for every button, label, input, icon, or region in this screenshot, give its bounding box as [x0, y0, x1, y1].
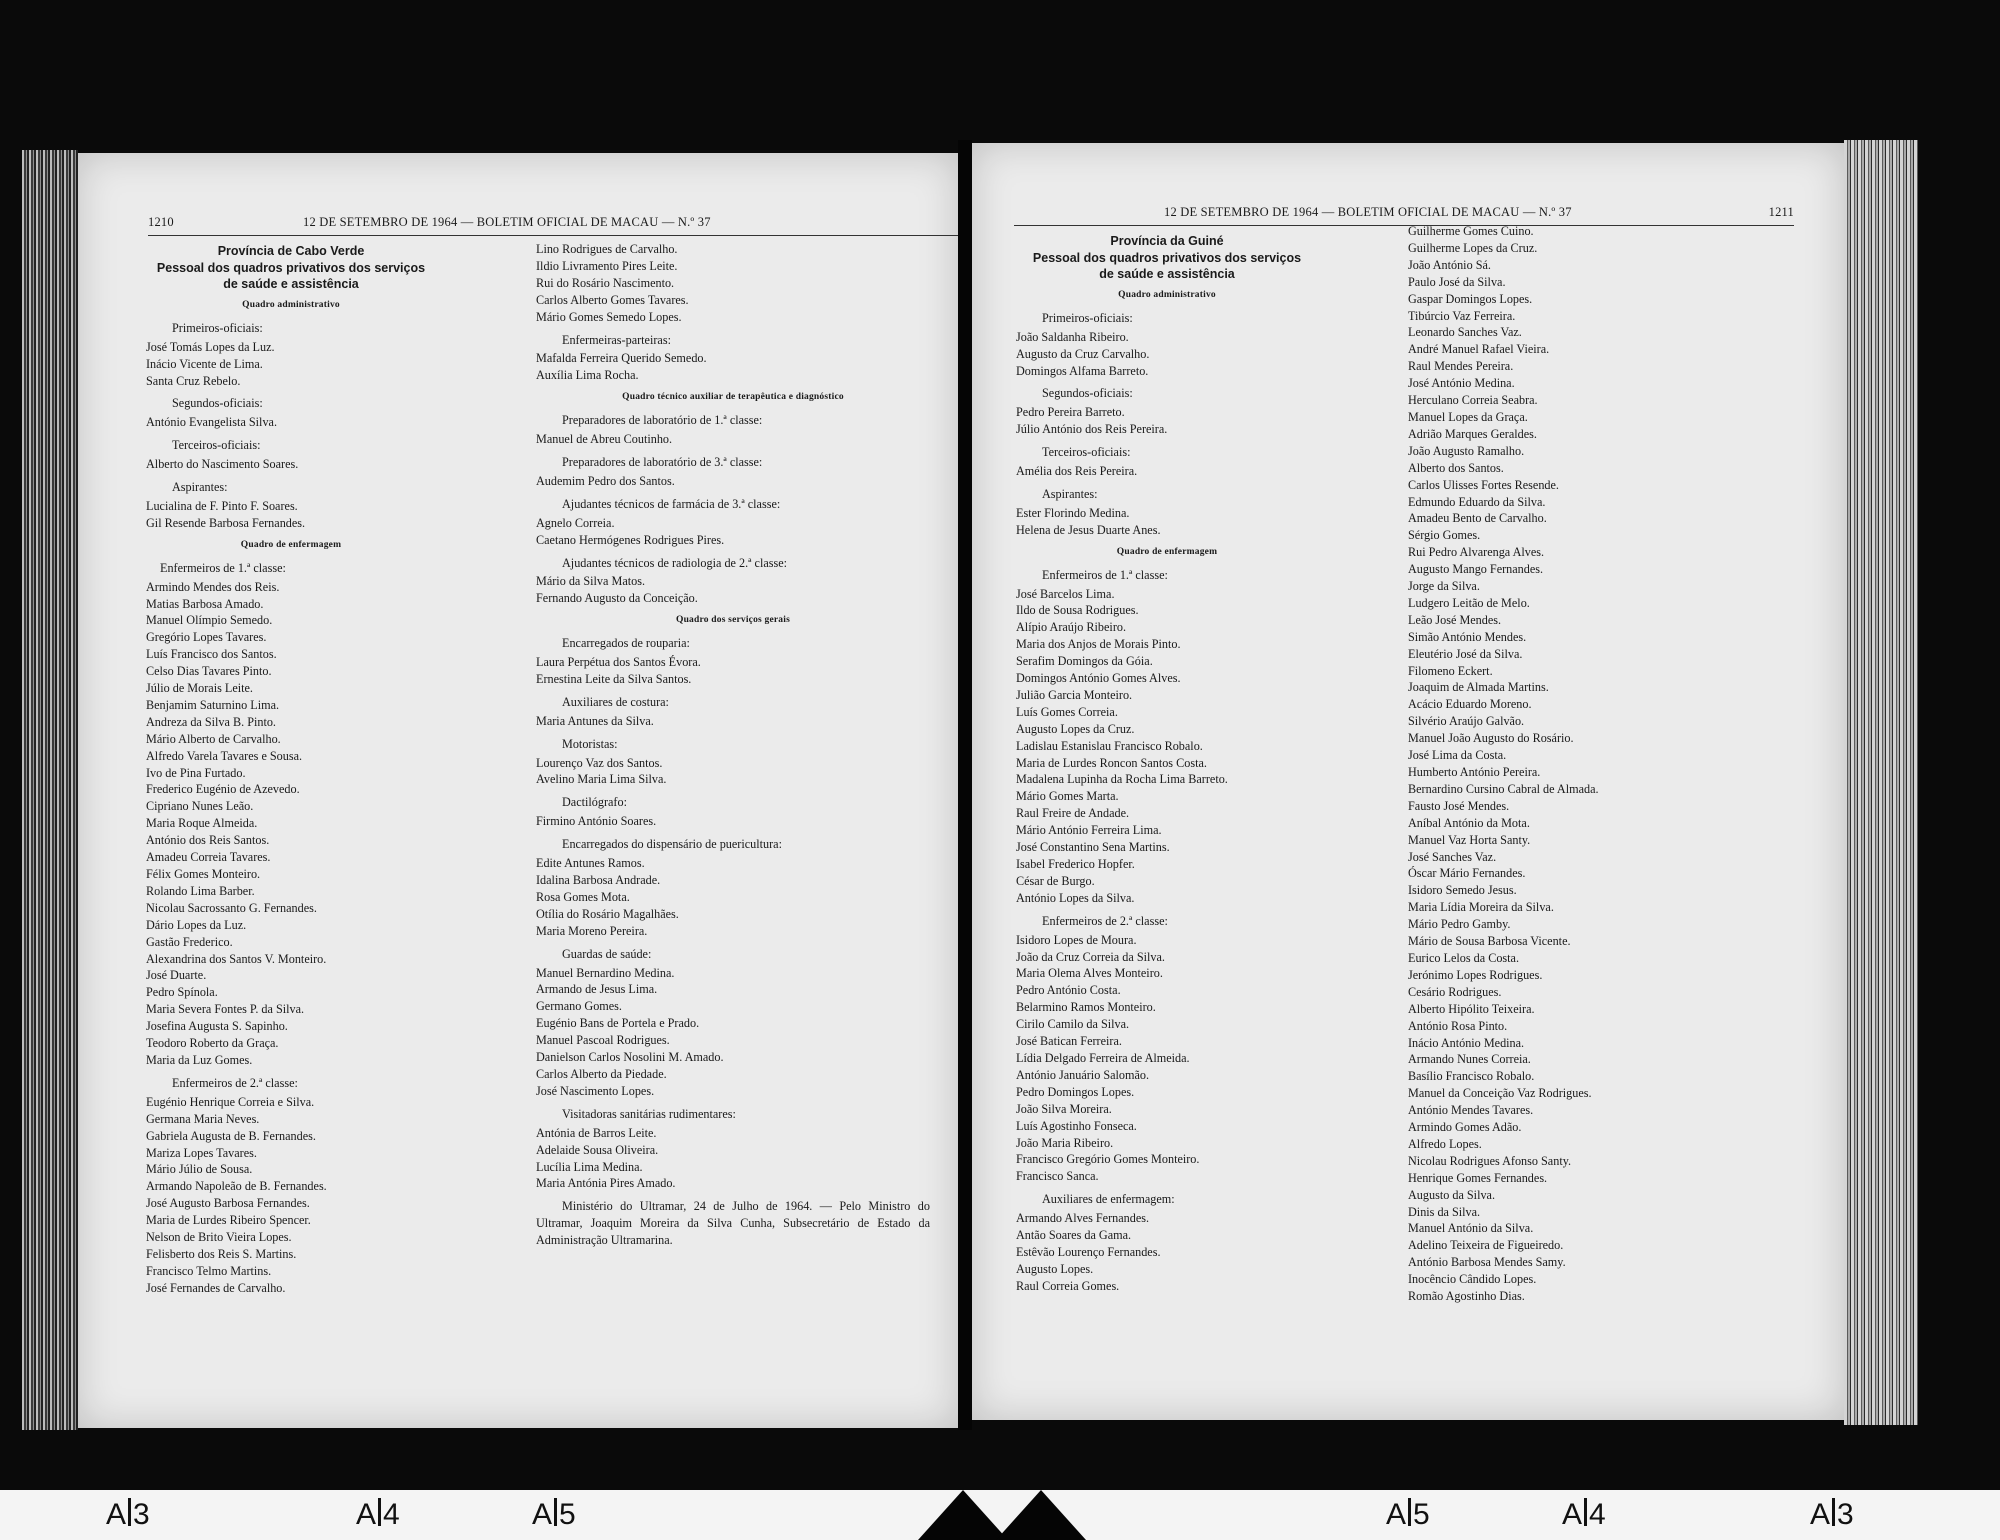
name-entry: Augusto da Cruz Carvalho.	[1016, 346, 1150, 361]
name-entry: Alípio Araújo Ribeiro.	[1016, 620, 1127, 635]
name-entry: Manuel de Abreu Coutinho.	[536, 432, 673, 447]
name-entry: João Silva Moreira.	[1016, 1101, 1112, 1116]
name-entry: Gaspar Domingos Lopes.	[1408, 291, 1533, 306]
name-entry: Lucília Lima Medina.	[536, 1159, 643, 1174]
name-entry: José Lima da Costa.	[1408, 748, 1507, 763]
name-entry: Madalena Lupinha da Rocha Lima Barreto.	[1016, 772, 1228, 787]
film-notch-right	[996, 1490, 1086, 1540]
name-entry: Eugénio Henrique Correia e Silva.	[146, 1094, 315, 1109]
name-entry: Germano Gomes.	[536, 999, 622, 1014]
category-heading: Preparadores de laboratório de 1.ª classe:	[562, 413, 763, 428]
name-entry: Manuel Lopes da Graça.	[1408, 409, 1528, 424]
name-entry: Nelson de Brito Vieira Lopes.	[146, 1230, 292, 1245]
left-column-1	[146, 241, 436, 1297]
name-entry: Silvério Araújo Galvão.	[1408, 714, 1525, 729]
name-entry: Mário da Silva Matos.	[536, 574, 645, 589]
name-entry: Manuel da Conceição Vaz Rodrigues.	[1408, 1086, 1592, 1101]
name-entry: Ildio Livramento Pires Leite.	[536, 258, 678, 273]
name-entry: Raul Freire de Andade.	[1016, 806, 1130, 821]
name-entry: Nicolau Rodrigues Afonso Santy.	[1408, 1153, 1572, 1168]
name-entry: João Saldanha Ribeiro.	[1016, 329, 1129, 344]
name-entry: Lourenço Vaz dos Santos.	[536, 755, 663, 770]
category-heading: Preparadores de laboratório de 3.ª classe:	[562, 454, 763, 469]
name-entry: Maria Antónia Pires Amado.	[536, 1176, 676, 1191]
name-entry: Rolando Lima Barber.	[146, 883, 255, 898]
category-heading: Aspirantes:	[172, 480, 228, 495]
name-entry: Isidoro Semedo Jesus.	[1408, 883, 1517, 898]
name-entry: Ivo de Pina Furtado.	[146, 765, 246, 780]
name-entry: Herculano Correia Seabra.	[1408, 393, 1538, 408]
name-entry: Audemim Pedro dos Santos.	[536, 473, 675, 488]
film-mark: A 5	[532, 1498, 576, 1531]
name-entry: Maria Severa Fontes P. da Silva.	[146, 1002, 305, 1017]
name-entry: Manuel Pascoal Rodrigues.	[536, 1033, 670, 1048]
name-entry: Alfredo Varela Tavares e Sousa.	[146, 748, 303, 763]
left-page-edge	[22, 150, 78, 1430]
name-entry: Antão Soares da Gama.	[1016, 1228, 1132, 1243]
film-mark: A 5	[1386, 1498, 1430, 1531]
name-entry: Humberto António Pereira.	[1408, 765, 1541, 779]
name-entry: Félix Gomes Monteiro.	[146, 867, 261, 881]
name-entry: Adelaide Sousa Oliveira.	[536, 1142, 659, 1157]
name-entry: José Augusto Barbosa Fernandes.	[146, 1196, 310, 1211]
name-entry: José Barcelos Lima.	[1016, 586, 1115, 601]
name-entry: José Tomás Lopes da Luz.	[146, 339, 275, 354]
name-entry: Caetano Hermógenes Rodrigues Pires.	[536, 532, 725, 547]
name-entry: Andreza da Silva B. Pinto.	[146, 714, 276, 729]
left-column-2	[536, 241, 930, 1249]
name-entry: Rui Pedro Alvarenga Alves.	[1408, 545, 1545, 560]
category-heading: Enfermeiros de 2.ª classe:	[172, 1075, 298, 1090]
name-entry: Óscar Mário Fernandes.	[1408, 866, 1526, 881]
section-title: de saúde e assistência	[223, 276, 359, 291]
category-heading: Ajudantes técnicos de farmácia de 3.ª classe:	[562, 496, 781, 511]
name-entry: Amadeu Bento de Carvalho.	[1408, 511, 1547, 526]
name-entry: Maria da Luz Gomes.	[146, 1052, 253, 1067]
section-title: Pessoal dos quadros privativos dos serviços	[156, 260, 426, 275]
name-entry: António Evangelista Silva.	[146, 415, 277, 430]
name-entry: Maria Moreno Pereira.	[536, 923, 648, 938]
name-entry: Eugénio Bans de Portela e Prado.	[536, 1016, 700, 1031]
name-entry: José Batican Ferreira.	[1016, 1034, 1122, 1049]
name-entry: José Duarte.	[146, 968, 207, 983]
right-page-number: 1211	[1768, 205, 1794, 219]
name-entry: Matias Barbosa Amado.	[146, 596, 264, 611]
name-entry: Serafim Domingos da Góia.	[1016, 654, 1153, 669]
right-page	[972, 143, 1844, 1420]
name-entry: Adrião Marques Geraldes.	[1408, 426, 1537, 441]
name-entry: José Fernandes de Carvalho.	[146, 1280, 286, 1295]
name-entry: Inocêncio Cândido Lopes.	[1408, 1272, 1537, 1287]
name-entry: Avelino Maria Lima Silva.	[536, 772, 667, 787]
name-entry: Nicolau Sacrossanto G. Fernandes.	[146, 900, 317, 915]
name-entry: Rosa Gomes Mota.	[536, 889, 630, 904]
name-entry: Filomeno Eckert.	[1408, 663, 1493, 678]
name-entry: Luís Gomes Correia.	[1016, 704, 1118, 719]
name-entry: Firmino António Soares.	[536, 814, 657, 829]
name-entry: Henrique Gomes Fernandes.	[1408, 1170, 1548, 1185]
name-entry: Pedro Domingos Lopes.	[1016, 1084, 1135, 1099]
name-entry: Mário de Sousa Barbosa Vicente.	[1408, 934, 1571, 949]
province-title: Província da Guiné	[1110, 234, 1224, 248]
name-entry: Auxília Lima Rocha.	[536, 368, 639, 383]
category-heading: Enfermeiros de 1.ª classe:	[160, 560, 286, 575]
name-entry: Maria Antunes da Silva.	[536, 713, 654, 728]
name-entry: Domingos António Gomes Alves.	[1016, 671, 1181, 686]
name-entry: Fernando Augusto da Conceição.	[536, 591, 698, 606]
category-heading: Segundos-oficiais:	[1042, 386, 1133, 401]
category-heading: Terceiros-oficiais:	[1042, 445, 1131, 460]
name-entry: Leonardo Sanches Vaz.	[1408, 325, 1522, 340]
name-entry: Joaquim de Almada Martins.	[1408, 680, 1549, 695]
name-entry: Helena de Jesus Duarte Anes.	[1016, 522, 1161, 537]
name-entry: Alberto dos Santos.	[1408, 460, 1504, 475]
name-entry: Santa Cruz Rebelo.	[146, 373, 241, 388]
name-entry: Gregório Lopes Tavares.	[146, 630, 267, 645]
name-entry: Edite Antunes Ramos.	[536, 856, 645, 871]
name-entry: José Constantino Sena Martins.	[1016, 840, 1170, 855]
name-entry: Mário Alberto de Carvalho.	[146, 731, 281, 746]
name-entry: Simão António Mendes.	[1408, 629, 1527, 644]
name-entry: Teodoro Roberto da Graça.	[146, 1036, 279, 1051]
book-gutter	[958, 140, 972, 1430]
name-entry: Eurico Lelos da Costa.	[1408, 950, 1520, 965]
name-entry: Mário António Ferreira Lima.	[1016, 823, 1162, 838]
name-entry: Júlio António dos Reis Pereira.	[1016, 422, 1168, 437]
name-entry: João da Cruz Correia da Silva.	[1016, 949, 1165, 964]
name-entry: Celso Dias Tavares Pinto.	[146, 664, 272, 679]
name-entry: Ernestina Leite da Silva Santos.	[536, 671, 692, 686]
name-entry: Maria Roque Almeida.	[146, 816, 258, 831]
name-entry: Domingos Alfama Barreto.	[1016, 363, 1149, 378]
name-entry: Armando Napoleão de B. Fernandes.	[146, 1179, 327, 1194]
name-entry: Belarmino Ramos Monteiro.	[1016, 1000, 1156, 1015]
name-entry: Isabel Frederico Hopfer.	[1016, 857, 1135, 871]
category-heading: Terceiros-oficiais:	[172, 438, 261, 453]
name-entry: Manuel Bernardino Medina.	[536, 965, 675, 980]
category-heading: Enfermeiros de 2.ª classe:	[1042, 913, 1168, 928]
name-entry: Maria de Lurdes Ribeiro Spencer.	[146, 1213, 311, 1228]
name-entry: João Maria Ribeiro.	[1016, 1135, 1114, 1150]
category-heading: Aspirantes:	[1042, 486, 1098, 501]
name-entry: Francisco Telmo Martins.	[146, 1263, 272, 1278]
right-page-edge	[1844, 140, 1918, 1425]
quadro-heading: Quadro dos serviços gerais	[675, 615, 790, 626]
name-entry: Manuel António da Silva.	[1408, 1221, 1534, 1236]
name-entry: Mafalda Ferreira Querido Semedo.	[536, 351, 707, 366]
name-entry: Pedro Spínola.	[146, 985, 218, 1000]
left-running-head	[148, 215, 958, 236]
category-heading: Encarregados do dispensário de puericultura:	[562, 837, 782, 852]
name-entry: Germana Maria Neves.	[146, 1111, 260, 1126]
name-entry: Alberto Hipólito Teixeira.	[1408, 1001, 1535, 1016]
name-entry: Mariza Lopes Tavares.	[146, 1145, 257, 1160]
name-entry: Josefina Augusta S. Sapinho.	[146, 1019, 288, 1034]
name-entry: Guilherme Lopes da Cruz.	[1408, 240, 1538, 255]
category-heading: Auxiliares de enfermagem:	[1042, 1192, 1175, 1207]
quadro-heading: Quadro administrativo	[1118, 289, 1216, 300]
name-entry: Leão José Mendes.	[1408, 612, 1502, 627]
name-entry: Gabriela Augusta de B. Fernandes.	[146, 1128, 316, 1143]
category-heading: Guardas de saúde:	[562, 946, 652, 961]
name-entry: Augusto Lopes da Cruz.	[1016, 721, 1135, 736]
name-entry: Armindo Gomes Adão.	[1408, 1120, 1522, 1135]
name-entry: Cesário Rodrigues.	[1408, 984, 1502, 999]
name-entry: Francisco Gregório Gomes Monteiro.	[1016, 1152, 1200, 1167]
name-entry: José Sanches Vaz.	[1408, 849, 1497, 864]
name-entry: Inácio António Medina.	[1408, 1035, 1525, 1050]
right-header-text: 12 DE SETEMBRO DE 1964 — BOLETIM OFICIAL DE MACAU — N.º 37	[1164, 205, 1572, 219]
name-entry: Danielson Carlos Nosolini M. Amado.	[536, 1050, 724, 1065]
name-entry: Mário Gomes Marta.	[1016, 789, 1119, 804]
name-entry: Raul Correia Gomes.	[1016, 1278, 1120, 1293]
name-entry: Augusto Mango Fernandes.	[1408, 562, 1544, 577]
name-entry: Agnelo Correia.	[536, 515, 615, 530]
name-entry: Ladislau Estanislau Francisco Robalo.	[1016, 738, 1203, 753]
name-entry: Pedro Pereira Barreto.	[1016, 405, 1125, 420]
name-entry: Amélia dos Reis Pereira.	[1016, 464, 1138, 479]
section-title: de saúde e assistência	[1099, 266, 1235, 281]
name-entry: Armindo Mendes dos Reis.	[146, 579, 280, 594]
section-title: Pessoal dos quadros privativos dos serviços	[1032, 250, 1302, 265]
film-mark: A 3	[1810, 1498, 1854, 1531]
province-title: Província de Cabo Verde	[217, 244, 365, 258]
film-mark: A 3	[106, 1498, 150, 1531]
category-heading: Primeiros-oficiais:	[1042, 310, 1133, 325]
film-mark: A 4	[356, 1498, 400, 1531]
name-entry: Augusto Lopes.	[1016, 1261, 1094, 1276]
name-entry: Antónia de Barros Leite.	[536, 1125, 657, 1140]
name-entry: Manuel Vaz Horta Santy.	[1408, 832, 1531, 847]
name-entry: Laura Perpétua dos Santos Évora.	[536, 655, 701, 670]
quadro-heading: Quadro de enfermagem	[1116, 546, 1218, 557]
film-mark: A 4	[1562, 1498, 1606, 1531]
name-entry: José Nascimento Lopes.	[536, 1083, 655, 1098]
name-entry: Basílio Francisco Robalo.	[1408, 1069, 1535, 1084]
name-entry: Rui do Rosário Nascimento.	[536, 275, 675, 290]
name-entry: César de Burgo.	[1016, 873, 1095, 888]
name-entry: Julião Garcia Monteiro.	[1016, 687, 1133, 702]
name-entry: Mário Pedro Gamby.	[1408, 917, 1511, 932]
name-entry: Alberto do Nascimento Soares.	[146, 457, 299, 472]
name-entry: Luís Francisco dos Santos.	[146, 647, 277, 662]
name-entry: Carlos Alberto Gomes Tavares.	[536, 292, 689, 307]
name-entry: Raul Mendes Pereira.	[1408, 359, 1514, 374]
name-entry: Manuel João Augusto do Rosário.	[1408, 731, 1574, 746]
category-heading: Auxiliares de costura:	[562, 694, 669, 709]
film-notch-left	[918, 1490, 1008, 1540]
name-entry: António Lopes da Silva.	[1016, 890, 1135, 905]
right-column-1	[1016, 231, 1318, 1295]
name-entry: Acácio Eduardo Moreno.	[1408, 697, 1532, 712]
name-entry: João António Sá.	[1408, 257, 1491, 272]
closing-paragraph: Ministério do Ultramar, 24 de Julho de 1964. — Pelo Ministro do Ultramar, Joaquim Moreira da Silva Cunha, Subsecretário de Estado da Administração Ultramarina.	[536, 1199, 930, 1248]
name-entry: Guilherme Gomes Cuino.	[1408, 224, 1534, 238]
name-entry: Jorge da Silva.	[1408, 579, 1480, 594]
name-entry: Gastão Frederico.	[146, 934, 233, 949]
category-heading: Ajudantes técnicos de radiologia de 2.ª classe:	[562, 555, 788, 570]
name-entry: Sérgio Gomes.	[1408, 528, 1481, 543]
name-entry: Felisberto dos Reis S. Martins.	[146, 1246, 297, 1261]
name-entry: Luís Agostinho Fonseca.	[1016, 1118, 1137, 1133]
name-entry: Ludgero Leitão de Melo.	[1408, 595, 1530, 610]
name-entry: João Augusto Ramalho.	[1408, 443, 1525, 458]
name-entry: Alexandrina dos Santos V. Monteiro.	[146, 951, 327, 966]
name-entry: Maria dos Anjos de Morais Pinto.	[1016, 637, 1181, 652]
name-entry: Bernardino Cursino Cabral de Almada.	[1408, 781, 1599, 796]
name-entry: Carlos Ulisses Fortes Resende.	[1408, 477, 1559, 492]
name-entry: Mário Júlio de Sousa.	[146, 1162, 253, 1177]
name-entry: Frederico Eugénio de Azevedo.	[146, 782, 300, 797]
name-entry: Dinis da Silva.	[1408, 1204, 1481, 1219]
name-entry: Maria Lídia Moreira da Silva.	[1408, 900, 1554, 915]
quadro-heading: Quadro de enfermagem	[240, 539, 342, 550]
name-entry: Lídia Delgado Ferreira de Almeida.	[1016, 1050, 1190, 1065]
name-entry: Inácio Vicente de Lima.	[146, 356, 263, 371]
name-entry: Isidoro Lopes de Moura.	[1016, 932, 1137, 947]
category-heading: Encarregados de rouparia:	[562, 636, 690, 651]
name-entry: Augusto da Silva.	[1408, 1187, 1496, 1202]
quadro-heading: Quadro administrativo	[242, 299, 340, 310]
name-entry: Armando Alves Fernandes.	[1016, 1211, 1150, 1226]
category-heading: Motoristas:	[562, 736, 618, 751]
left-page	[78, 153, 958, 1428]
name-entry: Armando Nunes Correia.	[1408, 1052, 1531, 1067]
category-heading: Enfermeiros de 1.ª classe:	[1042, 567, 1168, 582]
name-entry: Manuel Olímpio Semedo.	[146, 613, 273, 628]
left-page-number: 1210	[148, 215, 174, 229]
name-entry: Lino Rodrigues de Carvalho.	[536, 242, 678, 256]
name-entry: Pedro António Costa.	[1016, 983, 1121, 998]
right-column-2	[1408, 223, 1788, 1305]
category-heading: Segundos-oficiais:	[172, 396, 263, 411]
name-entry: Amadeu Correia Tavares.	[146, 850, 271, 865]
name-entry: Armando de Jesus Lima.	[536, 982, 658, 997]
name-entry: Eleutério José da Silva.	[1408, 646, 1523, 661]
name-entry: Benjamim Saturnino Lima.	[146, 697, 280, 712]
name-entry: António Januário Salomão.	[1016, 1067, 1150, 1082]
category-heading: Dactilógrafo:	[562, 795, 627, 810]
name-entry: Ester Florindo Medina.	[1016, 505, 1130, 520]
name-entry: André Manuel Rafael Vieira.	[1408, 342, 1550, 357]
name-entry: Adelino Teixeira de Figueiredo.	[1408, 1238, 1564, 1253]
name-entry: José António Medina.	[1408, 376, 1515, 391]
category-heading: Visitadoras sanitárias rudimentares:	[562, 1106, 736, 1121]
name-entry: Maria de Lurdes Roncon Santos Costa.	[1016, 755, 1207, 770]
name-entry: Mário Gomes Semedo Lopes.	[536, 309, 682, 324]
name-entry: Ildo de Sousa Rodrigues.	[1016, 603, 1139, 618]
name-entry: Maria Olema Alves Monteiro.	[1016, 966, 1163, 981]
name-entry: Cipriano Nunes Leão.	[146, 799, 254, 814]
name-entry: Tibúrcio Vaz Ferreira.	[1408, 308, 1516, 323]
left-header-text: 12 DE SETEMBRO DE 1964 — BOLETIM OFICIAL DE MACAU — N.º 37	[303, 215, 711, 229]
name-entry: Edmundo Eduardo da Silva.	[1408, 494, 1546, 509]
name-entry: Gil Resende Barbosa Fernandes.	[146, 515, 306, 530]
name-entry: Estêvão Lourenço Fernandes.	[1016, 1244, 1161, 1259]
name-entry: Paulo José da Silva.	[1408, 274, 1506, 289]
category-heading: Primeiros-oficiais:	[172, 320, 263, 335]
name-entry: António Barbosa Mendes Samy.	[1408, 1255, 1566, 1270]
name-entry: Lucialina de F. Pinto F. Soares.	[146, 498, 298, 513]
name-entry: António dos Reis Santos.	[146, 833, 270, 848]
name-entry: Carlos Alberto da Piedade.	[536, 1066, 667, 1081]
name-entry: Romão Agostinho Dias.	[1408, 1289, 1525, 1304]
quadro-heading: Quadro técnico auxiliar de terapêutica e diagnóstico	[622, 392, 844, 403]
name-entry: Idalina Barbosa Andrade.	[536, 873, 661, 887]
name-entry: Fausto José Mendes.	[1408, 798, 1510, 813]
category-heading: Enfermeiras-parteiras:	[562, 332, 671, 347]
name-entry: António Mendes Tavares.	[1408, 1103, 1534, 1118]
name-entry: Dário Lopes da Luz.	[146, 917, 247, 932]
name-entry: Cirilo Camilo da Silva.	[1016, 1017, 1130, 1032]
name-entry: Alfredo Lopes.	[1408, 1136, 1482, 1151]
name-entry: Aníbal António da Mota.	[1408, 815, 1530, 830]
name-entry: Júlio de Morais Leite.	[146, 681, 253, 696]
name-entry: Jerónimo Lopes Rodrigues.	[1408, 967, 1543, 982]
name-entry: António Rosa Pinto.	[1408, 1018, 1508, 1033]
name-entry: Francisco Sanca.	[1016, 1169, 1099, 1184]
name-entry: Otília do Rosário Magalhães.	[536, 906, 679, 921]
